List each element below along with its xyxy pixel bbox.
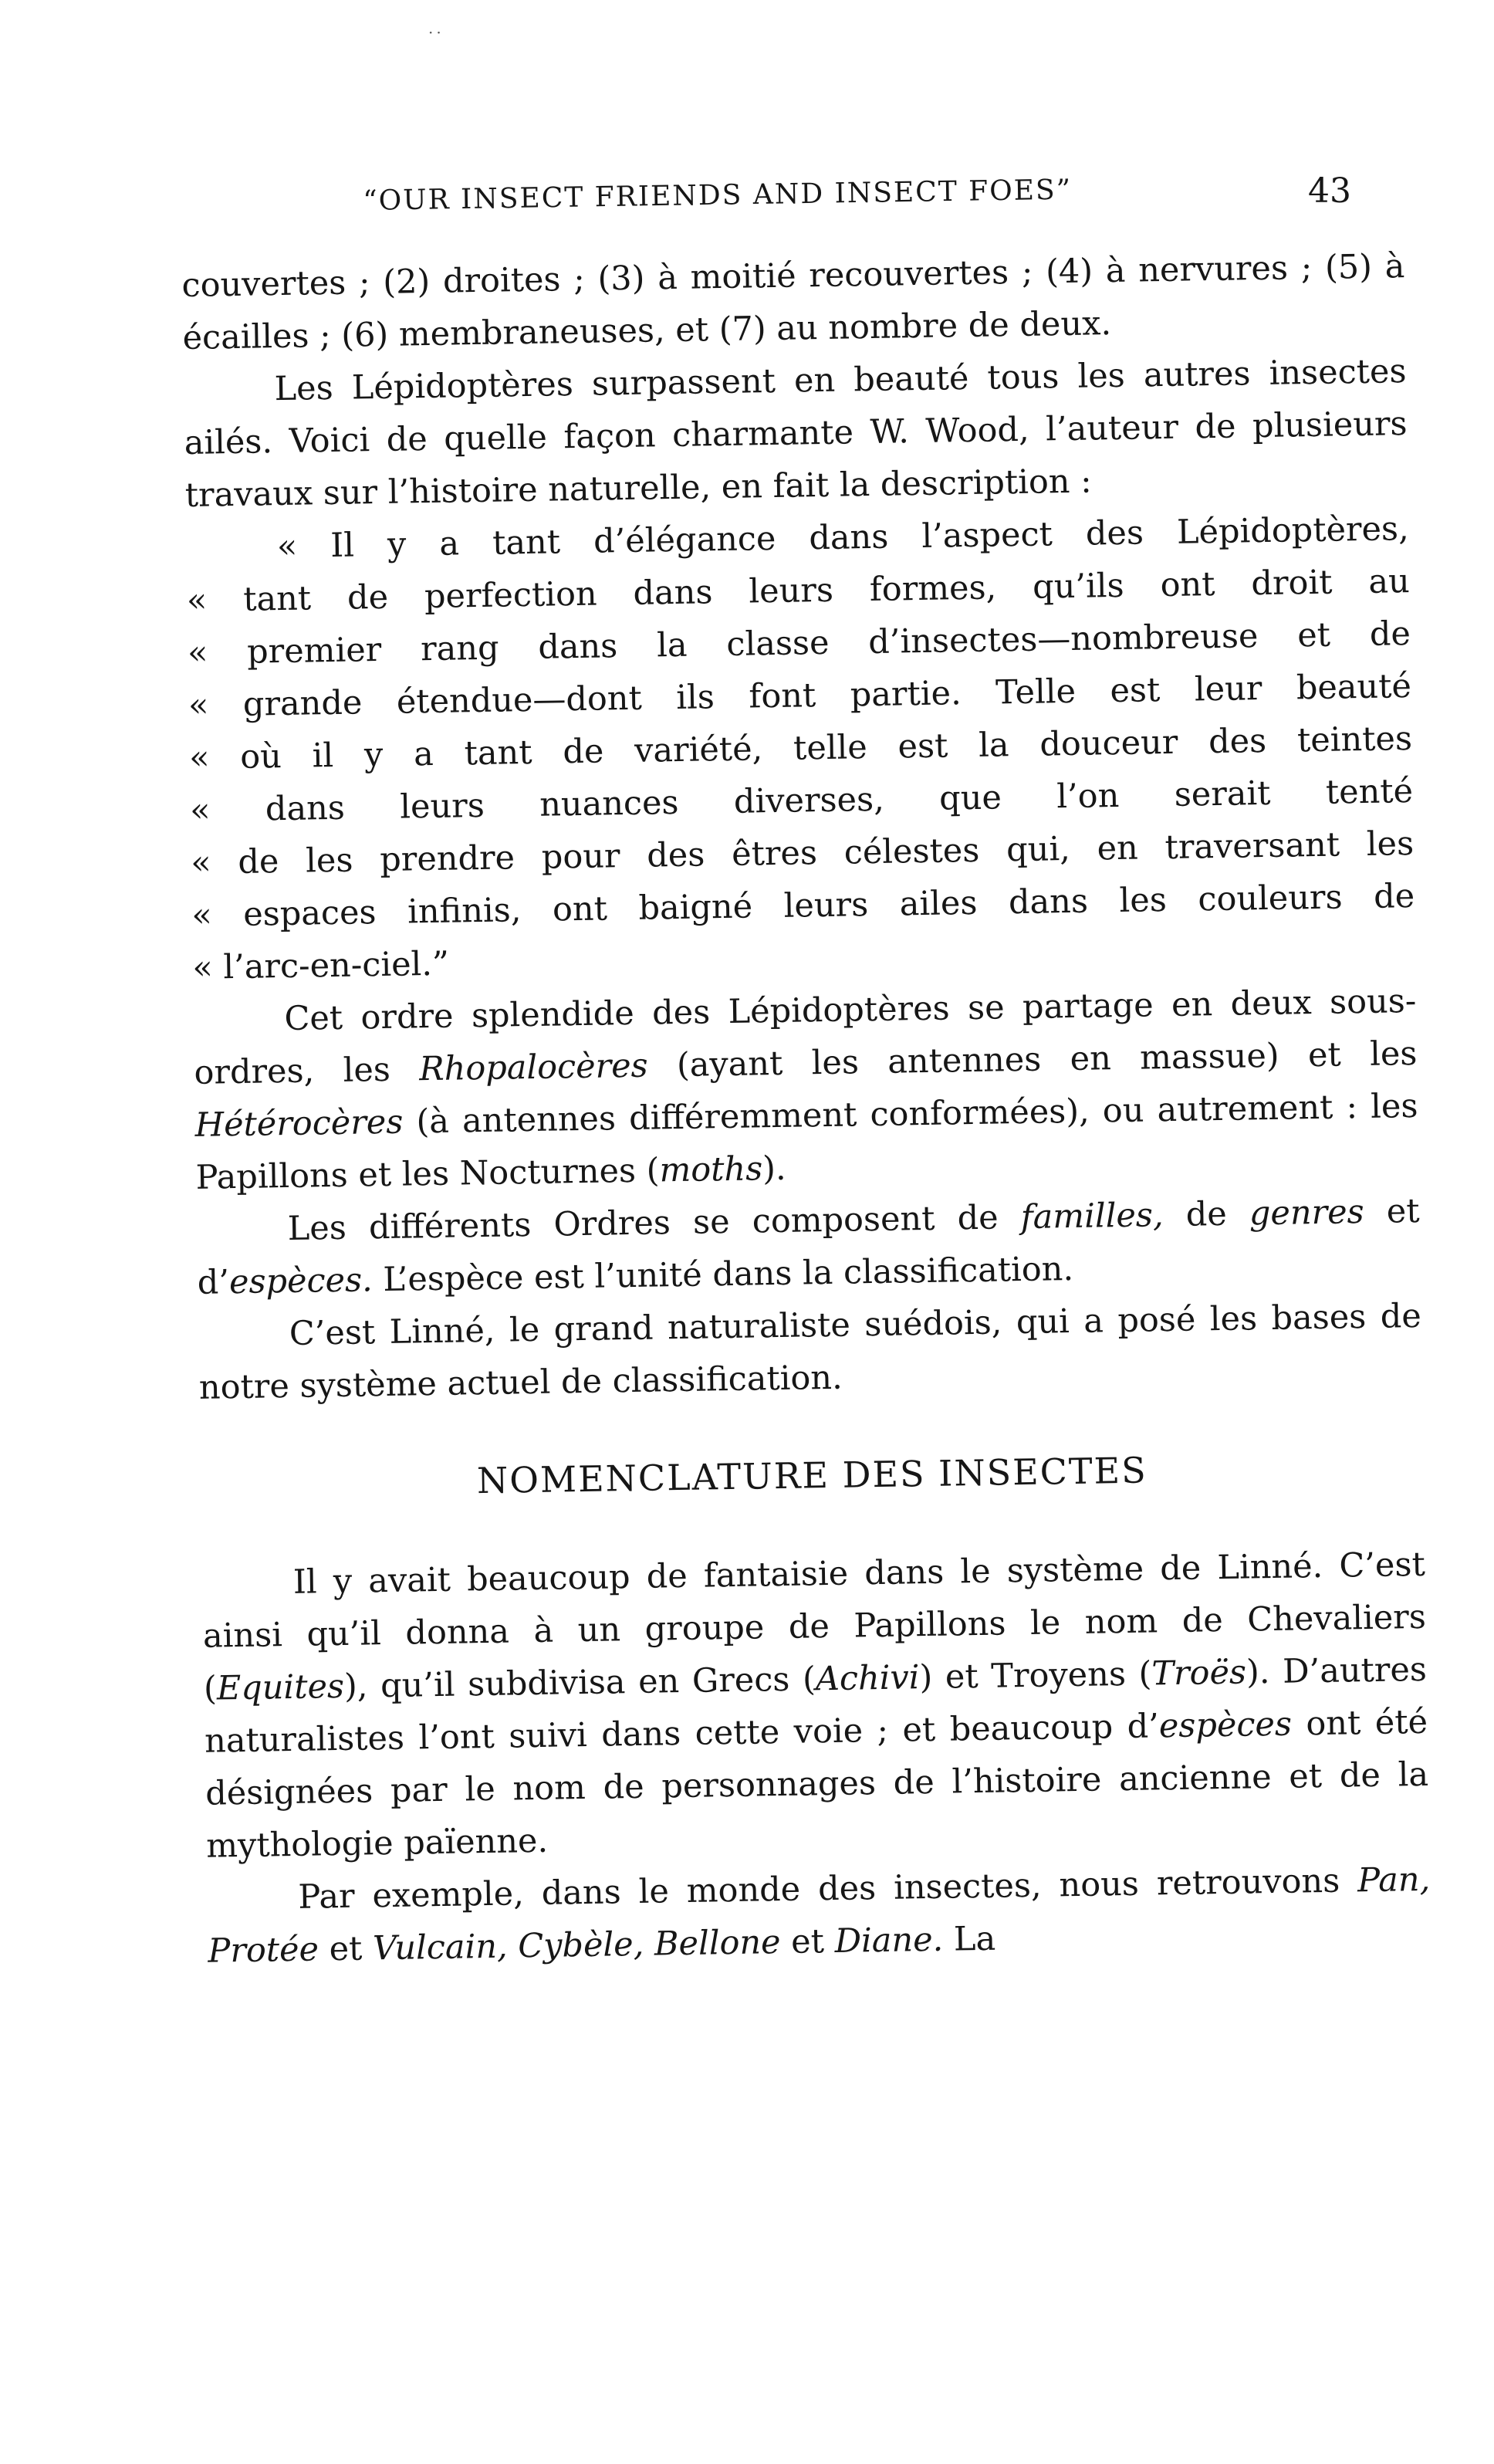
italic-term: Troës (1151, 1653, 1247, 1694)
text-run: Par exemple, dans le monde des insectes, nous retrouvons (297, 1861, 1358, 1917)
paragraph-continuation: couvertes ; (2) droites ; (3) à moitié recouvertes ; (4) à nervures ; (5) à écailles ; (6) membraneuses, et (7) au nombre de deux. (181, 247, 1405, 357)
quote-line: « de les prendre pour des êtres célestes qui, en traversant les (190, 824, 1415, 882)
text-run: Cet ordre splendide des Lépidoptères se partage en deux sous-ordres, les (194, 981, 1417, 1092)
text-run: ), qu’il subdivisa en Grecs ( (343, 1660, 816, 1706)
text-run: de (1163, 1194, 1250, 1235)
italic-term: Pan, Protée (208, 1860, 1431, 1971)
italic-term: Diane. (834, 1920, 944, 1961)
italic-term: familles, (1020, 1196, 1164, 1237)
paragraph-exemple (207, 1853, 1431, 1978)
italic-term: Achivi (815, 1658, 920, 1699)
text-run: ). (762, 1149, 787, 1189)
italic-term: Equites (216, 1667, 345, 1708)
text-run: ) et Troyens ( (919, 1654, 1152, 1697)
italic-term: Rhopalocères (418, 1046, 649, 1089)
text-run: Les différents Ordres se composent de (287, 1198, 1022, 1248)
text-run: (ayant les antennes en massue) et les (647, 1034, 1418, 1085)
italic-term: espèces. (228, 1261, 374, 1302)
quote-line: « grande étendue—dont ils font partie. Telle est leur beauté (188, 667, 1412, 725)
scan-speck: ·· (428, 23, 444, 42)
page-number: 43 (1308, 171, 1351, 211)
body-text (181, 240, 1431, 1978)
text-run: La (942, 1919, 996, 1959)
text-run: et (780, 1921, 835, 1962)
paragraph-linne: C’est Linné, le grand naturaliste suédois, qui a posé les bases de notre système actuel de classification. (198, 1296, 1422, 1407)
italic-term: espèces (1158, 1704, 1293, 1746)
paragraph-sous-ordres (193, 975, 1419, 1204)
paragraph-lepidopteres-beauty: Les Lépidoptères surpassent en beauté tous les autres insectes ailés. Voici de quelle façon charmante W. Wood, l’auteur de plusieurs travaux sur l’histoire naturelle, en fait la description : (184, 352, 1408, 515)
paragraph-ordres (196, 1185, 1421, 1309)
text-run: et (318, 1929, 374, 1969)
quote-line: « où il y a tant de variété, telle est la douceur des teintes (188, 719, 1413, 777)
wood-quotation (185, 503, 1415, 994)
quote-line: « l’arc-en-ciel.” (192, 944, 450, 987)
running-head: “OUR INSECT FRIENDS AND INSECT FOES” (363, 174, 1073, 217)
italic-term: Vulcain, Cybèle, Bellone (372, 1923, 781, 1968)
paragraph-fantaisie (201, 1538, 1429, 1873)
italic-term: moths (659, 1149, 763, 1190)
text-run: (à antennes différemment conformées), ou autrement : les Papillons et les Nocturnes ( (195, 1086, 1418, 1197)
text-run: ont été désignées par le nom de personnages de l’histoire ancienne et de la mythologie païenne. (204, 1702, 1429, 1866)
text-run: L’espèce est l’unité dans la classification. (372, 1250, 1074, 1300)
quote-line: « premier rang dans la classe d’insectes—nombreuse et de (187, 614, 1411, 672)
quote-line: « dans leurs nuances diverses, que l’on serait tenté (189, 772, 1414, 830)
quote-line: « tant de perfection dans leurs formes, qu’ils ont droit au (186, 562, 1411, 620)
italic-term: Hétérocères (194, 1102, 404, 1145)
text-run: et d’ (197, 1191, 1420, 1302)
text-run: ). D’autres naturalistes l’ont suivi dans cette voie ; et beaucoup d’ (204, 1650, 1428, 1761)
quote-line: « espaces infinis, ont baigné leurs ailes dans les couleurs de (191, 877, 1415, 935)
quote-line: « Il y a tant d’élégance dans l’aspect des Lépidoptères, (276, 509, 1410, 567)
italic-term: genres (1249, 1193, 1365, 1234)
text-run: Il y avait beaucoup de fantaisie dans le système de Linné. C’est ainsi qu’il donna à un groupe de Papillons le nom de Chevaliers ( (202, 1545, 1427, 1708)
section-heading: NOMENCLATURE DES INSECTES (476, 1449, 1148, 1502)
